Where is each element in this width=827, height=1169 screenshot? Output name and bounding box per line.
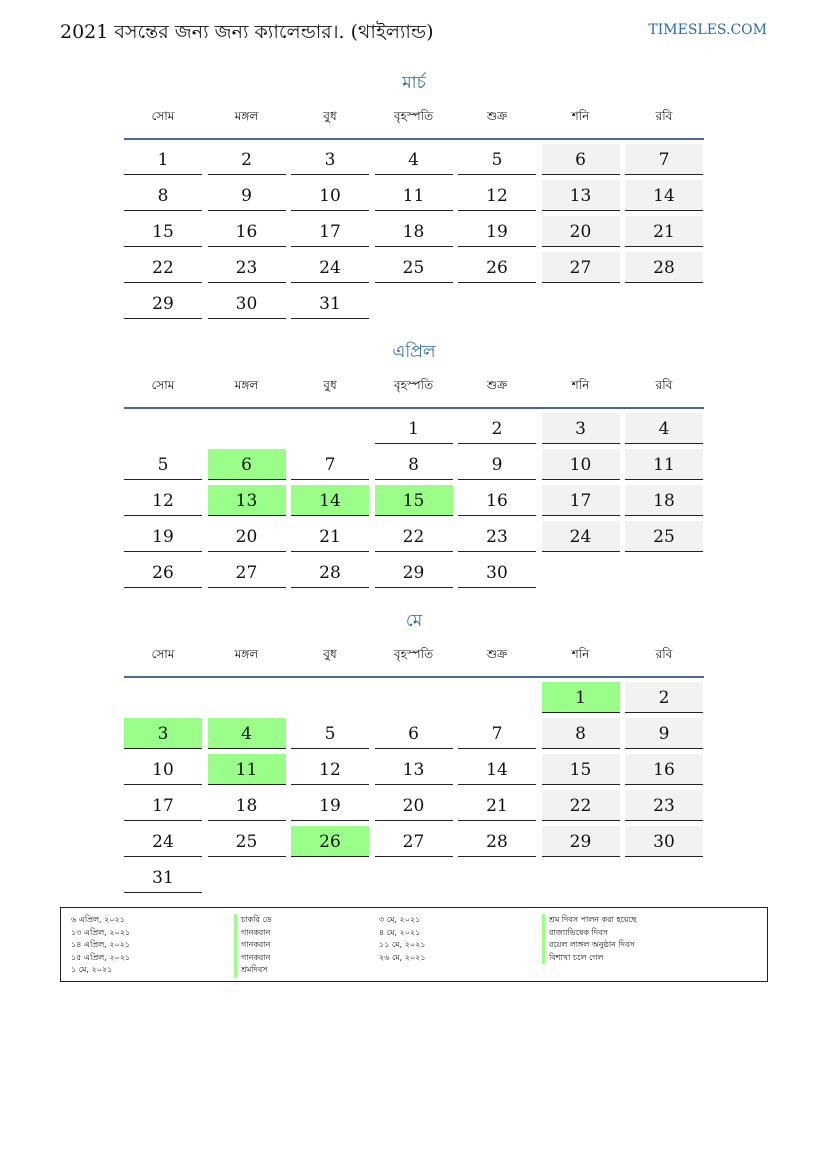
holiday-day-cell: 13 bbox=[208, 485, 286, 516]
day-cell: 8 bbox=[375, 449, 453, 480]
holiday-legend bbox=[60, 907, 768, 982]
day-cell: 18 bbox=[375, 216, 453, 247]
day-cell: 14 bbox=[458, 754, 536, 785]
day-cell: 30 bbox=[208, 288, 286, 319]
day-cell: 19 bbox=[291, 790, 369, 821]
day-cell: 4 bbox=[375, 144, 453, 175]
day-cell: 31 bbox=[124, 862, 202, 893]
day-cell: 28 bbox=[458, 826, 536, 857]
day-cell: 9 bbox=[625, 718, 703, 749]
legend-left-dates bbox=[71, 914, 130, 977]
holiday-day-cell: 3 bbox=[124, 718, 202, 749]
day-cell: 30 bbox=[458, 557, 536, 588]
legend-date: ৪ মে, ২০২১ bbox=[379, 927, 421, 937]
legend-holiday-name: শ্রমদিবস bbox=[234, 964, 272, 977]
weekday-label: শনি bbox=[571, 378, 590, 392]
day-cell: 29 bbox=[542, 826, 620, 857]
day-cell: 15 bbox=[124, 216, 202, 247]
legend-holiday-name: বিশাখা চলে গেল bbox=[542, 952, 637, 965]
day-cell: 15 bbox=[542, 754, 620, 785]
legend-date: ৬ এপ্রিল, ২০২১ bbox=[71, 915, 125, 924]
legend-holiday-name: গানকরান bbox=[234, 952, 272, 965]
day-cell: 21 bbox=[625, 216, 703, 247]
month-title: এপ্রিল bbox=[392, 342, 436, 362]
day-cell: 13 bbox=[542, 180, 620, 211]
day-cell: 19 bbox=[124, 521, 202, 552]
day-cell: 7 bbox=[291, 449, 369, 480]
day-cell: 20 bbox=[542, 216, 620, 247]
weekday-label: সোম bbox=[151, 647, 175, 661]
weekday-label: শুক্র bbox=[486, 109, 508, 123]
day-cell: 22 bbox=[124, 252, 202, 283]
day-cell: 23 bbox=[208, 252, 286, 283]
day-cell: 20 bbox=[375, 790, 453, 821]
holiday-day-cell: 4 bbox=[208, 718, 286, 749]
legend-right-names bbox=[542, 914, 637, 964]
day-cell: 28 bbox=[625, 252, 703, 283]
day-cell: 17 bbox=[542, 485, 620, 516]
weekday-label: শনি bbox=[571, 647, 590, 661]
day-cell: 7 bbox=[458, 718, 536, 749]
day-cell: 31 bbox=[291, 288, 369, 319]
day-cell: 9 bbox=[458, 449, 536, 480]
day-cell: 24 bbox=[542, 521, 620, 552]
day-cell: 1 bbox=[375, 413, 453, 444]
legend-date: ১৪ এপ্রিল, ২০২১ bbox=[71, 940, 131, 949]
day-cell: 21 bbox=[291, 521, 369, 552]
day-cell: 12 bbox=[124, 485, 202, 516]
weekday-label: বৃহস্পতি bbox=[393, 378, 434, 392]
weekday-label: বৃহস্পতি bbox=[393, 647, 434, 661]
weekday-label: রবি bbox=[655, 647, 673, 661]
weekday-label: মঙ্গল bbox=[234, 378, 259, 392]
day-cell: 7 bbox=[625, 144, 703, 175]
day-cell: 10 bbox=[542, 449, 620, 480]
weekday-label: বুধ bbox=[323, 109, 337, 123]
day-cell: 5 bbox=[458, 144, 536, 175]
day-cell: 6 bbox=[375, 718, 453, 749]
day-cell: 12 bbox=[458, 180, 536, 211]
day-cell: 29 bbox=[375, 557, 453, 588]
holiday-day-cell: 15 bbox=[375, 485, 453, 516]
day-cell: 25 bbox=[375, 252, 453, 283]
weekday-label: বুধ bbox=[323, 647, 337, 661]
day-cell: 25 bbox=[625, 521, 703, 552]
day-cell: 28 bbox=[291, 557, 369, 588]
site-link[interactable]: TIMESLES.COM bbox=[648, 22, 767, 38]
weekday-label: মঙ্গল bbox=[234, 647, 259, 661]
day-cell: 9 bbox=[208, 180, 286, 211]
weekday-header bbox=[124, 108, 704, 132]
day-cell: 27 bbox=[208, 557, 286, 588]
day-cell: 29 bbox=[124, 288, 202, 319]
day-cell: 22 bbox=[375, 521, 453, 552]
holiday-day-cell: 11 bbox=[208, 754, 286, 785]
day-cell: 16 bbox=[625, 754, 703, 785]
weekday-label: বুধ bbox=[323, 378, 337, 392]
legend-date: ১৩ এপ্রিল, ২০২১ bbox=[71, 927, 131, 937]
weekday-label: শুক্র bbox=[486, 378, 508, 392]
day-cell: 2 bbox=[208, 144, 286, 175]
month-calendar bbox=[124, 70, 704, 324]
weekday-label: বৃহস্পতি bbox=[393, 109, 434, 123]
day-cell: 14 bbox=[625, 180, 703, 211]
header-divider bbox=[124, 407, 704, 409]
weekday-header bbox=[124, 646, 704, 670]
day-cell: 1 bbox=[124, 144, 202, 175]
holiday-day-cell: 1 bbox=[542, 682, 620, 713]
day-cell: 10 bbox=[291, 180, 369, 211]
weekday-header bbox=[124, 377, 704, 401]
day-cell: 5 bbox=[291, 718, 369, 749]
day-cell: 23 bbox=[625, 790, 703, 821]
day-cell: 27 bbox=[542, 252, 620, 283]
page-header bbox=[60, 18, 767, 46]
weekday-label: রবি bbox=[655, 378, 673, 392]
legend-holiday-name: শ্রম দিবস পালন করা হয়েছে bbox=[542, 914, 637, 927]
day-cell: 30 bbox=[625, 826, 703, 857]
month-title: মে bbox=[405, 611, 423, 631]
day-grid bbox=[124, 144, 704, 324]
weekday-label: শুক্র bbox=[486, 647, 508, 661]
day-cell: 17 bbox=[291, 216, 369, 247]
legend-holiday-name: গানকরান bbox=[234, 927, 272, 940]
day-cell: 20 bbox=[208, 521, 286, 552]
day-grid bbox=[124, 682, 704, 898]
day-cell: 23 bbox=[458, 521, 536, 552]
legend-date: ২৬ মে, ২০২১ bbox=[379, 952, 426, 962]
month-title: মার্চ bbox=[402, 73, 426, 93]
day-cell: 8 bbox=[124, 180, 202, 211]
legend-holiday-name: গানকরান bbox=[234, 939, 272, 952]
day-cell: 5 bbox=[124, 449, 202, 480]
holiday-day-cell: 6 bbox=[208, 449, 286, 480]
day-cell: 16 bbox=[458, 485, 536, 516]
legend-holiday-name: চাকরি ডে bbox=[234, 914, 272, 927]
day-cell: 22 bbox=[542, 790, 620, 821]
legend-holiday-name: রাজ্যাভিষেক দিবস bbox=[542, 927, 637, 940]
legend-holiday-name: রয়েল লাঙ্গল অনুষ্ঠান দিবস bbox=[542, 939, 637, 952]
month-calendar bbox=[124, 608, 704, 898]
weekday-label: শনি bbox=[571, 109, 590, 123]
day-cell: 11 bbox=[375, 180, 453, 211]
day-cell: 19 bbox=[458, 216, 536, 247]
day-grid bbox=[124, 413, 704, 593]
holiday-day-cell: 14 bbox=[291, 485, 369, 516]
day-cell: 17 bbox=[124, 790, 202, 821]
day-cell: 10 bbox=[124, 754, 202, 785]
day-cell: 12 bbox=[291, 754, 369, 785]
weekday-label: রবি bbox=[655, 109, 673, 123]
header-divider bbox=[124, 138, 704, 140]
day-cell: 16 bbox=[208, 216, 286, 247]
day-cell: 18 bbox=[625, 485, 703, 516]
day-cell: 6 bbox=[542, 144, 620, 175]
day-cell: 11 bbox=[625, 449, 703, 480]
header-divider bbox=[124, 676, 704, 678]
day-cell: 2 bbox=[625, 682, 703, 713]
day-cell: 25 bbox=[208, 826, 286, 857]
legend-left-names bbox=[234, 914, 272, 977]
day-cell: 4 bbox=[625, 413, 703, 444]
legend-date: ১ মে, ২০২১ bbox=[71, 965, 113, 974]
day-cell: 8 bbox=[542, 718, 620, 749]
day-cell: 24 bbox=[291, 252, 369, 283]
day-cell: 24 bbox=[124, 826, 202, 857]
day-cell: 13 bbox=[375, 754, 453, 785]
day-cell: 21 bbox=[458, 790, 536, 821]
legend-date: ১১ মে, ২০২১ bbox=[379, 940, 426, 949]
legend-date: ১৫ এপ্রিল, ২০২১ bbox=[71, 952, 131, 962]
holiday-day-cell: 26 bbox=[291, 826, 369, 857]
legend-date: ৩ মে, ২০২১ bbox=[379, 915, 421, 924]
page-title: 2021 বসন্তের জন্য জন্য ক্যালেন্ডার।. (থাইল্যান্ড) bbox=[60, 21, 434, 43]
day-cell: 26 bbox=[124, 557, 202, 588]
day-cell: 18 bbox=[208, 790, 286, 821]
month-calendar bbox=[124, 339, 704, 593]
day-cell: 3 bbox=[542, 413, 620, 444]
weekday-label: সোম bbox=[151, 378, 175, 392]
legend-right-dates bbox=[379, 914, 426, 964]
day-cell: 3 bbox=[291, 144, 369, 175]
day-cell: 2 bbox=[458, 413, 536, 444]
day-cell: 27 bbox=[375, 826, 453, 857]
weekday-label: সোম bbox=[151, 109, 175, 123]
day-cell: 26 bbox=[458, 252, 536, 283]
weekday-label: মঙ্গল bbox=[234, 109, 259, 123]
